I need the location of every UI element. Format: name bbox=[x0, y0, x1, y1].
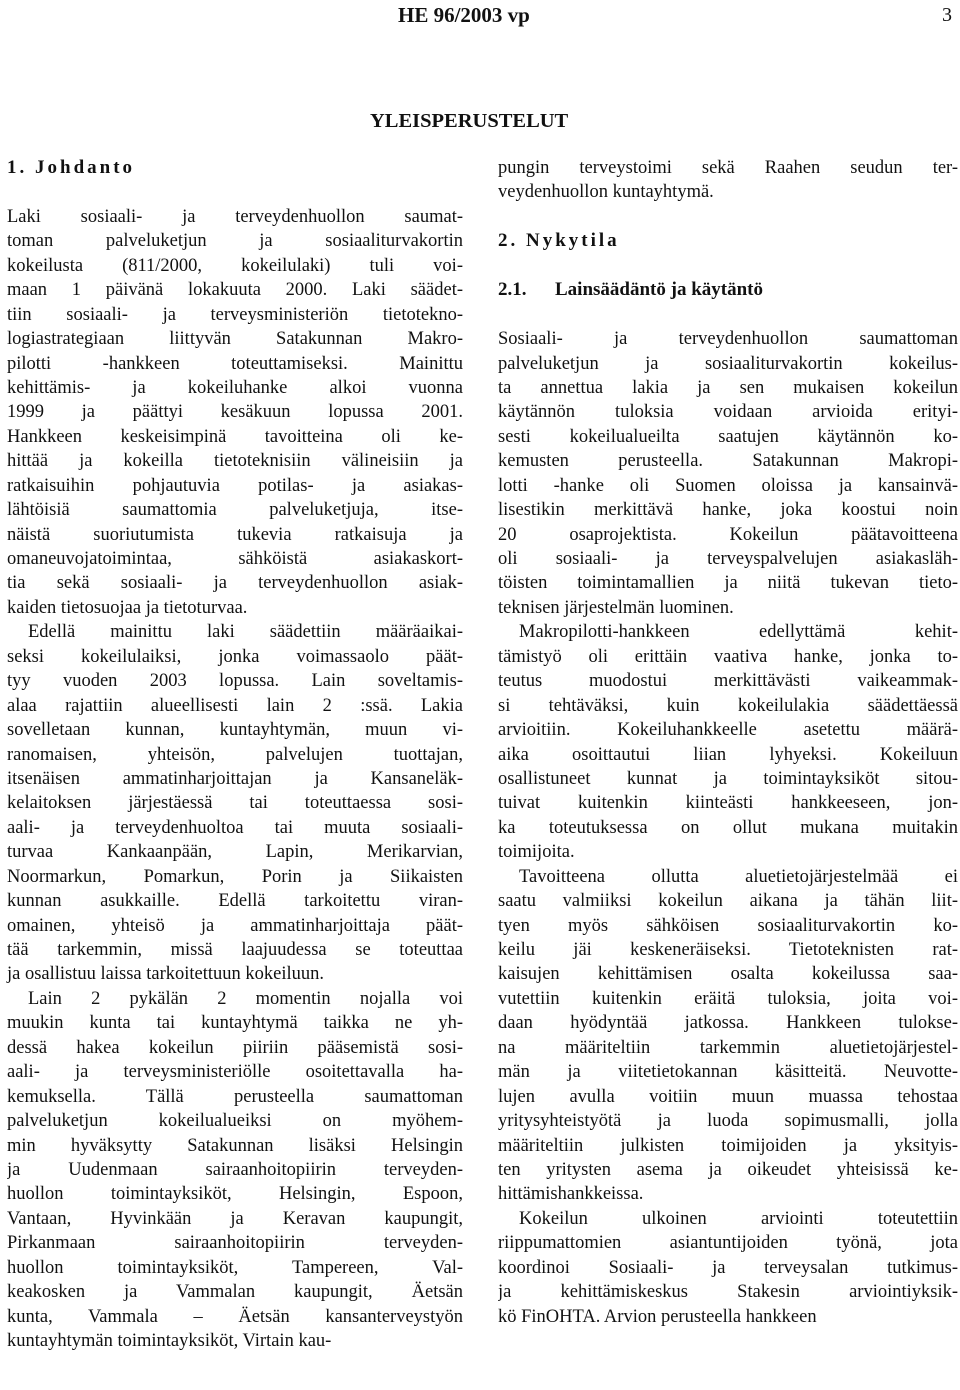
left-column bbox=[7, 156, 463, 1353]
left-paragraphs bbox=[7, 205, 463, 1354]
text-line: Lain 2 pykälän 2 momentin nojalla voi bbox=[28, 988, 463, 1009]
text-line: omaneuvojatoimintaa, sähköistä asiakaskort- bbox=[7, 549, 463, 569]
heading-johdanto: 1. Johdanto bbox=[7, 157, 136, 178]
text-line: Pirkanmaan sairaanhoitopiirin terveyden- bbox=[7, 1233, 463, 1254]
page-number: 3 bbox=[942, 4, 952, 26]
paragraph bbox=[7, 987, 463, 1354]
text-line: Sosiaali- ja terveydenhuollon saumattoman bbox=[498, 329, 958, 350]
text-line: ten yritysten asema ja oikeudet yhteisissä ke- bbox=[498, 1159, 958, 1180]
paragraph bbox=[498, 865, 958, 1207]
text-line: Kokeilun ulkoinen arviointi toteutettiin bbox=[519, 1208, 958, 1229]
text-line: lisestikin merkittävä hanke, joka koostui noin bbox=[498, 500, 958, 521]
text-line: Tavoitteena ollutta aluetietojärjestelmää ei bbox=[519, 866, 958, 887]
text-line: ka toteutuksessa on ollut mukana muitakin bbox=[498, 817, 958, 838]
text-line: osallistuneet kunnat ja toimintayksiköt sitou- bbox=[498, 768, 958, 789]
text-line: daan hyödyntää jatkossa. Hankkeen tulokse- bbox=[498, 1013, 958, 1034]
text-line: lotti -hanke oli Suomen oloissa ja kansainvä- bbox=[498, 475, 958, 496]
text-line: kehittämis- ja kokeiluhanke alkoi vuonna bbox=[7, 377, 463, 398]
text-line: ja kehittämiskeskus Stakesin arviointiyksik- bbox=[498, 1282, 958, 1303]
text-line: min hyväksytty Satakunnan lisäksi Helsingin bbox=[7, 1135, 463, 1156]
text-line: tämistyö oli erittäin vaativa hanke, jonka to- bbox=[498, 646, 958, 667]
text-line: koordinoi Sosiaali- ja terveysalan tutkimus- bbox=[498, 1257, 958, 1278]
paragraph bbox=[7, 205, 463, 620]
text-line: huollon toimintayksiköt, Tampereen, Val- bbox=[7, 1257, 463, 1278]
text-line: itsenäisen ammatinharjoittajan ja Kansaneläk- bbox=[7, 768, 463, 789]
document-header-title: HE 96/2003 vp bbox=[398, 3, 530, 27]
text-line: saatu valmiiksi kokeilun aikana ja tähän liit- bbox=[498, 891, 958, 912]
text-line: turvaa Kankaanpään, Lapin, Merikarvian, bbox=[7, 842, 463, 863]
text-line: aali- ja terveysministeriölle osoitettavalla ha- bbox=[7, 1062, 463, 1083]
text-line: kokeilusta (811/2000, kokeilulaki) tuli voi- bbox=[7, 255, 463, 276]
text-line: keilu jäi keskeneräiseksi. Tietoteknisten rat- bbox=[498, 940, 958, 960]
text-line: töisten toimintamallien ja niitä tukevan tieto- bbox=[498, 573, 958, 594]
text-line: kaiden tietosuojaa ja tietoturvaa. bbox=[7, 597, 248, 618]
text-line: aali- ja terveydenhuoltoa tai muuta sosiaali- bbox=[7, 817, 463, 838]
section-title: YLEISPERUSTELUT bbox=[370, 110, 569, 132]
text-line: muukin kunta tai kuntayhtymä taikka ne yh- bbox=[7, 1013, 463, 1034]
text-line: ja Uudenmaan sairaanhoitopiirin terveyden- bbox=[7, 1159, 463, 1180]
paragraph bbox=[498, 620, 958, 864]
text-line: lähtöisiä saumattomia palveluketjuja, itse- bbox=[7, 500, 463, 521]
text-line: toimijoita. bbox=[498, 842, 575, 863]
text-line: Edellä mainittu laki säädettiin määräaikai- bbox=[28, 622, 463, 643]
text-line: kunta, Vammala – Äetsän kansanterveystyön bbox=[7, 1306, 463, 1327]
text-line: omainen, yhteisö ja ammatinharjoittaja päät- bbox=[7, 915, 463, 936]
text-line: aika osoittautui liian lyhyeksi. Kokeiluun bbox=[498, 744, 958, 765]
right-column bbox=[498, 156, 958, 1329]
right-paragraphs bbox=[498, 327, 958, 1329]
subheading-lainsaadanto: 2.1. Lainsäädäntö ja käytäntö bbox=[498, 279, 763, 301]
text-line: palveluketjun ja sosiaaliturvakortin kokeilus- bbox=[498, 353, 958, 374]
text-line: yritysyhteistyötä ja luoda sopimusmalli, jolla bbox=[498, 1111, 958, 1132]
text-line: kemusten perusteella. Satakunnan Makropi- bbox=[498, 451, 958, 472]
text-line: ja osallistuu laissa tarkoitettuun kokeiluun. bbox=[7, 964, 325, 985]
text-line: veydenhuollon kuntayhtymä. bbox=[498, 182, 714, 203]
paragraph bbox=[498, 1207, 958, 1329]
text-line: dessä hakea kokeilun piiriin pääsemistä sosi- bbox=[7, 1037, 463, 1058]
continuation-paragraph bbox=[498, 156, 958, 205]
text-line: Noormarkun, Pomarkun, Porin ja Siikaisten bbox=[7, 866, 463, 887]
text-line: 20 osaprojektista. Kokeilun päätavoitteena bbox=[498, 524, 958, 545]
text-line: alaa rajattiin alueellisesti lain 2 :ssä. Lakia bbox=[7, 695, 463, 716]
text-line: vutettiin kuitenkin eräitä tuloksia, joita voi- bbox=[498, 988, 958, 1009]
text-line: oli sosiaali- ja terveyspalvelujen asiakasläh- bbox=[498, 549, 958, 569]
text-line: logiastrategiaan liittyvän Satakunnan Makro- bbox=[7, 329, 463, 350]
text-line: 1999 ja päättyi kesäkuun lopussa 2001. bbox=[7, 402, 463, 423]
text-line: kemuksella. Tällä perusteella saumattoman bbox=[7, 1086, 463, 1107]
text-line: arvioitiin. Kokeiluhankkeelle asetettu määrä- bbox=[498, 720, 958, 741]
text-line: kunnan asukkaille. Edellä tarkoitettu viran- bbox=[7, 891, 463, 912]
text-line: Vantaan, Hyvinkään ja Keravan kaupungit, bbox=[7, 1208, 463, 1229]
paragraph bbox=[498, 327, 958, 620]
text-line: riippumattomien asiantuntijoiden työnä, jota bbox=[498, 1233, 958, 1254]
text-line: sovelletaan kunnan, kuntayhtymän, muun vi- bbox=[7, 720, 463, 741]
text-line: maan 1 päivänä lokakuuta 2000. Laki säädet- bbox=[7, 280, 463, 301]
text-line: palveluketjun kokeilualueiksi on myöhem- bbox=[7, 1111, 463, 1132]
text-line: näistä suoriutumista tukevia ratkaisuja ja bbox=[7, 524, 463, 545]
text-line: ta annettua lakia ja sen mukaisen kokeilun bbox=[498, 377, 958, 398]
text-line: Hankkeen keskeisimpinä tavoitteina oli ke- bbox=[7, 426, 463, 447]
text-line: tyen myös sähköisen sosiaaliturvakortin ko- bbox=[498, 915, 958, 936]
text-line: tää tarkemmin, missä laajuudessa se toteuttaa bbox=[7, 940, 463, 960]
text-line: kuntayhtymän toimintayksiköt, Virtain kau- bbox=[7, 1331, 332, 1351]
text-line: tia sekä sosiaali- ja terveydenhuollon asiak- bbox=[7, 573, 463, 594]
text-line: lujen avulla voitiin muun muassa tehostaa bbox=[498, 1086, 958, 1107]
text-line: si tehtäväksi, kuin kokeilulakia säädettäessä bbox=[498, 695, 958, 716]
text-line: toman palveluketjun ja sosiaaliturvakortin bbox=[7, 231, 463, 252]
text-line: teutus muodostui merkittävästi vaikeammak- bbox=[498, 671, 958, 692]
text-line: käytännön tuloksia voidaan arvioida erityi- bbox=[498, 402, 958, 423]
text-line: tuivat kuitenkin kiinteästi hankkeeseen, jon- bbox=[498, 793, 958, 814]
text-line: kelaitoksen järjestäessä tai toteuttaessa sosi- bbox=[7, 793, 463, 814]
text-line: hittämishankkeissa. bbox=[498, 1184, 644, 1205]
text-line: tyy vuoden 2003 lopussa. Lain soveltamis- bbox=[7, 671, 463, 692]
text-line: hittää ja kokeilla tietoteknisiin välineisiin ja bbox=[7, 451, 463, 472]
text-line: huollon toimintayksiköt, Helsingin, Espoon, bbox=[7, 1184, 463, 1205]
text-line: ratkaisuihin pohjautuvia potilas- ja asiakas- bbox=[7, 475, 463, 496]
text-line: määriteltiin julkisten toimijoiden ja yksityis- bbox=[498, 1135, 958, 1156]
text-line: män ja viitetietokannan käsitteitä. Neuvotte- bbox=[498, 1062, 958, 1083]
text-line: tiin sosiaali- ja terveysministeriön tietotekno- bbox=[7, 304, 463, 325]
text-line: kaisujen kehittämisen osalta kokeilussa saa- bbox=[498, 964, 958, 985]
text-line: na määriteltiin tarkemmin aluetietojärjestel- bbox=[498, 1037, 958, 1058]
text-line: sesti kokeilualueilta saatujen käytännön ko- bbox=[498, 426, 958, 447]
text-line: pilotti -hankkeen toteuttamiseksi. Mainittu bbox=[7, 353, 463, 374]
text-line: teknisen järjestelmän luominen. bbox=[498, 597, 734, 618]
text-line: kö FinOHTA. Arvion perusteella hankkeen bbox=[498, 1306, 817, 1327]
text-line: seksi kokeilulaiksi, jonka voimassaolo päät- bbox=[7, 646, 463, 667]
text-line: ranomaisen, yhteisön, palvelujen tuottajan, bbox=[7, 744, 463, 765]
text-line: Laki sosiaali- ja terveydenhuollon saumat- bbox=[7, 206, 463, 227]
text-line: Makropilotti-hankkeen edellyttämä kehit- bbox=[519, 622, 958, 643]
heading-nykytila: 2. Nykytila bbox=[498, 230, 620, 252]
text-line: keakosken ja Vammalan kaupungit, Äetsän bbox=[7, 1282, 463, 1303]
paragraph bbox=[7, 620, 463, 987]
text-line: pungin terveystoimi sekä Raahen seudun ter- bbox=[498, 158, 958, 178]
